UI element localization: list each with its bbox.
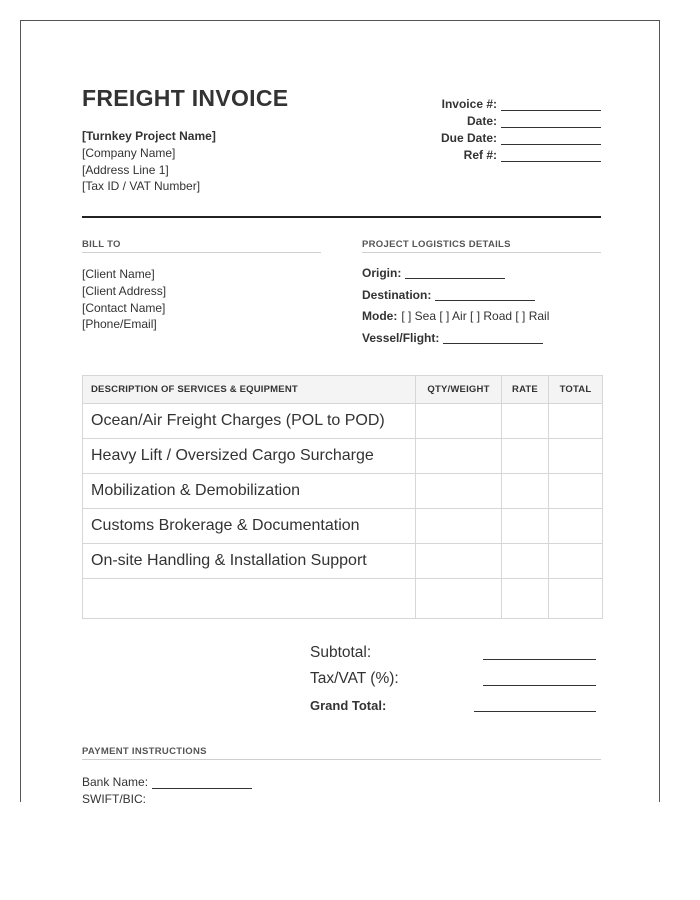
row-total [549, 579, 603, 619]
date-row [401, 111, 601, 128]
invoice-number-blank [501, 99, 601, 111]
company-name: [Company Name] [82, 145, 176, 160]
col-header-description: DESCRIPTION OF SERVICES & EQUIPMENT [83, 376, 416, 404]
row-rate [502, 439, 549, 474]
table-header-row [83, 376, 603, 404]
swift-row [82, 789, 252, 806]
date-blank [501, 116, 601, 128]
tax-id: [Tax ID / VAT Number] [82, 179, 201, 194]
destination-row [362, 284, 549, 306]
project-name: [Turnkey Project Name] [82, 129, 216, 143]
row-total [549, 544, 603, 579]
mode-label: Mode: [362, 309, 398, 324]
invoice-meta [401, 94, 601, 162]
contact-name: [Contact Name] [82, 300, 166, 315]
origin-row [362, 262, 549, 284]
invoice-page [20, 20, 660, 806]
bank-label: Bank Name: [82, 775, 149, 789]
row-description: On-site Handling & Installation Support [83, 544, 416, 579]
due-date-blank [501, 133, 601, 145]
grand-total-label: Grand Total: [310, 697, 387, 713]
due-date-label: Due Date: [440, 131, 497, 145]
row-description: Customs Brokerage & Documentation [83, 509, 416, 544]
vessel-label: Vessel/Flight: [362, 331, 440, 346]
row-qty [416, 544, 502, 579]
invoice-number-row [401, 94, 601, 111]
bill-to-heading: BILL TO [82, 239, 321, 253]
company-block [82, 128, 216, 195]
logistics-block [362, 262, 549, 349]
subtotal-blank [483, 659, 596, 660]
col-header-qty: QTY/WEIGHT [416, 376, 502, 404]
origin-label: Origin: [362, 265, 402, 280]
row-qty [416, 404, 502, 439]
row-qty [416, 439, 502, 474]
table-row [83, 509, 603, 544]
client-name: [Client Name] [82, 267, 155, 281]
col-header-total: TOTAL [549, 376, 603, 404]
mode-row [362, 306, 549, 328]
grand-total-blank [474, 711, 596, 712]
row-description: Mobilization & Demobilization [83, 474, 416, 509]
row-total [549, 509, 603, 544]
vessel-row [362, 327, 549, 349]
bank-blank [152, 777, 252, 789]
bank-row [82, 772, 252, 789]
bill-to-block [82, 266, 166, 333]
logistics-heading: PROJECT LOGISTICS DETAILS [362, 239, 601, 253]
table-row [83, 474, 603, 509]
phone-email: [Phone/Email] [82, 317, 157, 332]
invoice-title: FREIGHT INVOICE [82, 85, 289, 111]
services-table [82, 375, 603, 619]
row-qty [416, 579, 502, 619]
origin-blank [405, 267, 505, 279]
row-total [549, 404, 603, 439]
row-rate [502, 509, 549, 544]
address-line: [Address Line 1] [82, 162, 169, 177]
ref-row [401, 145, 601, 162]
payment-block [82, 772, 252, 806]
payment-heading: PAYMENT INSTRUCTIONS [82, 746, 601, 760]
tax-row [310, 666, 596, 692]
mode-options: [ ] Sea [ ] Air [ ] Road [ ] Rail [401, 309, 550, 324]
ref-blank [501, 150, 601, 162]
col-header-rate: RATE [502, 376, 549, 404]
vessel-blank [443, 332, 543, 344]
destination-label: Destination: [362, 287, 432, 302]
row-total [549, 474, 603, 509]
totals-block [310, 640, 596, 718]
invoice-number-label: Invoice #: [441, 97, 497, 111]
subtotal-label: Subtotal: [310, 644, 372, 661]
date-label: Date: [466, 114, 497, 128]
client-address: [Client Address] [82, 283, 167, 298]
destination-blank [435, 289, 535, 301]
table-row [83, 404, 603, 439]
grand-total-row [310, 692, 596, 718]
row-rate [502, 474, 549, 509]
subtotal-row [310, 640, 596, 666]
table-row-empty [83, 579, 603, 619]
row-total [549, 439, 603, 474]
row-rate [502, 404, 549, 439]
table-row [83, 439, 603, 474]
row-rate [502, 579, 549, 619]
swift-label: SWIFT/BIC: [82, 792, 146, 806]
ref-label: Ref #: [463, 148, 497, 162]
tax-blank [483, 685, 596, 686]
row-description: Heavy Lift / Oversized Cargo Surcharge [83, 439, 416, 474]
row-description: Ocean/Air Freight Charges (POL to POD) [83, 404, 416, 439]
tax-label: Tax/VAT (%): [310, 670, 399, 687]
row-rate [502, 544, 549, 579]
due-date-row [401, 128, 601, 145]
header-divider [82, 216, 601, 218]
row-description [83, 579, 416, 619]
row-qty [416, 509, 502, 544]
table-row [83, 544, 603, 579]
row-qty [416, 474, 502, 509]
